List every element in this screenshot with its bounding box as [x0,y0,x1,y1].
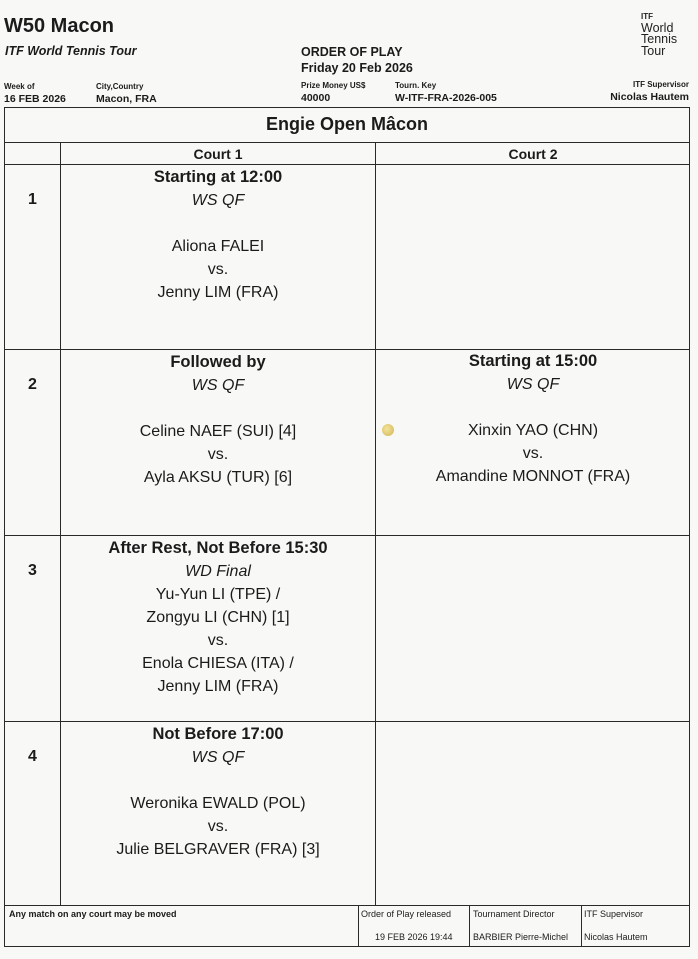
table-divider [375,142,376,905]
tournament-name: Engie Open Mâcon [265,114,429,134]
table-divider [358,905,359,947]
event-label: WS QF [191,377,245,394]
match-cell-court-1 [61,537,375,698]
start-time: Starting at 12:00 [153,168,283,186]
itf-world-tennis-tour-logo: ITF World Tennis Tour [641,12,678,58]
player-name: Jenny LIM (FRA) [157,284,279,301]
order-number: 2 [28,376,37,393]
table-divider [581,905,582,947]
start-time: Not Before 17:00 [152,725,284,743]
court-1-header: Court 1 [193,146,243,162]
match-cell-court-1 [61,723,375,861]
start-time: After Rest, Not Before 15:30 [108,539,328,557]
event-label: WS QF [506,376,560,393]
table-divider [4,142,690,143]
match-cell-court-1 [61,351,375,489]
versus-label: vs. [207,261,229,278]
table-divider [469,905,470,947]
match-cell-court-1 [61,166,375,304]
week-of-field: Week of 16 FEB 2026 [4,82,66,105]
versus-label: vs. [207,818,229,835]
footer-note: Any match on any court may be moved [9,909,177,919]
city-country-field: City,Country Macon, FRA [96,82,157,105]
match-line [61,397,375,420]
tourn-key-field: Tourn. Key W-ITF-FRA-2026-005 [395,81,497,104]
supervisor-value: Nicolas Hautem [584,932,648,942]
event-label: WS QF [191,192,245,209]
match-cell-court-2 [376,350,690,488]
versus-label: vs. [207,632,229,649]
player-name: Weronika EWALD (POL) [130,795,306,812]
page-title: W50 Macon [4,15,115,37]
tour-subtitle: ITF World Tennis Tour [5,44,137,58]
player-name: Xinxin YAO (CHN) [467,422,599,439]
released-label: Order of Play released [361,909,452,919]
event-label: WS QF [191,749,245,766]
table-divider [4,721,690,722]
tennis-ball-icon [382,424,394,436]
player-name: Ayla AKSU (TUR) [6] [143,469,293,486]
supervisor-field: ITF Supervisor Nicolas Hautem [610,80,689,103]
match-line [61,769,375,792]
table-divider [4,905,690,906]
director-label: Tournament Director [473,909,555,919]
versus-label: vs. [522,445,544,462]
versus-label: vs. [207,446,229,463]
player-name: Celine NAEF (SUI) [4] [139,423,297,440]
start-time: Starting at 15:00 [468,352,598,370]
table-divider [4,535,690,536]
supervisor-label: ITF Supervisor [584,909,644,919]
player-name: Enola CHIESA (ITA) / [142,655,294,672]
player-name: Julie BELGRAVER (FRA) [3] [116,841,320,858]
order-number: 3 [28,562,37,579]
released-value: 19 FEB 2026 19:44 [375,932,453,942]
order-date: Friday 20 Feb 2026 [301,61,413,75]
player-name: Jenny LIM (FRA) [157,678,279,695]
order-number: 4 [28,748,37,765]
player-name: Aliona FALEI [171,238,265,255]
match-line [376,396,690,419]
director-value: BARBIER Pierre-Michel [473,932,569,942]
order-of-play-heading [301,44,413,76]
match-line [61,212,375,235]
table-divider [4,164,690,165]
prize-money-field: Prize Money US$ 40000 [301,81,366,104]
event-label: WD Final [185,563,251,580]
player-name: Zongyu LI (CHN) [1] [146,609,290,626]
order-number: 1 [28,191,37,208]
player-name: Yu-Yun LI (TPE) / [155,586,281,603]
start-time: Followed by [170,353,266,371]
order-title: ORDER OF PLAY [301,45,403,59]
court-2-header: Court 2 [508,146,558,162]
player-name: Amandine MONNOT (FRA) [435,468,631,485]
